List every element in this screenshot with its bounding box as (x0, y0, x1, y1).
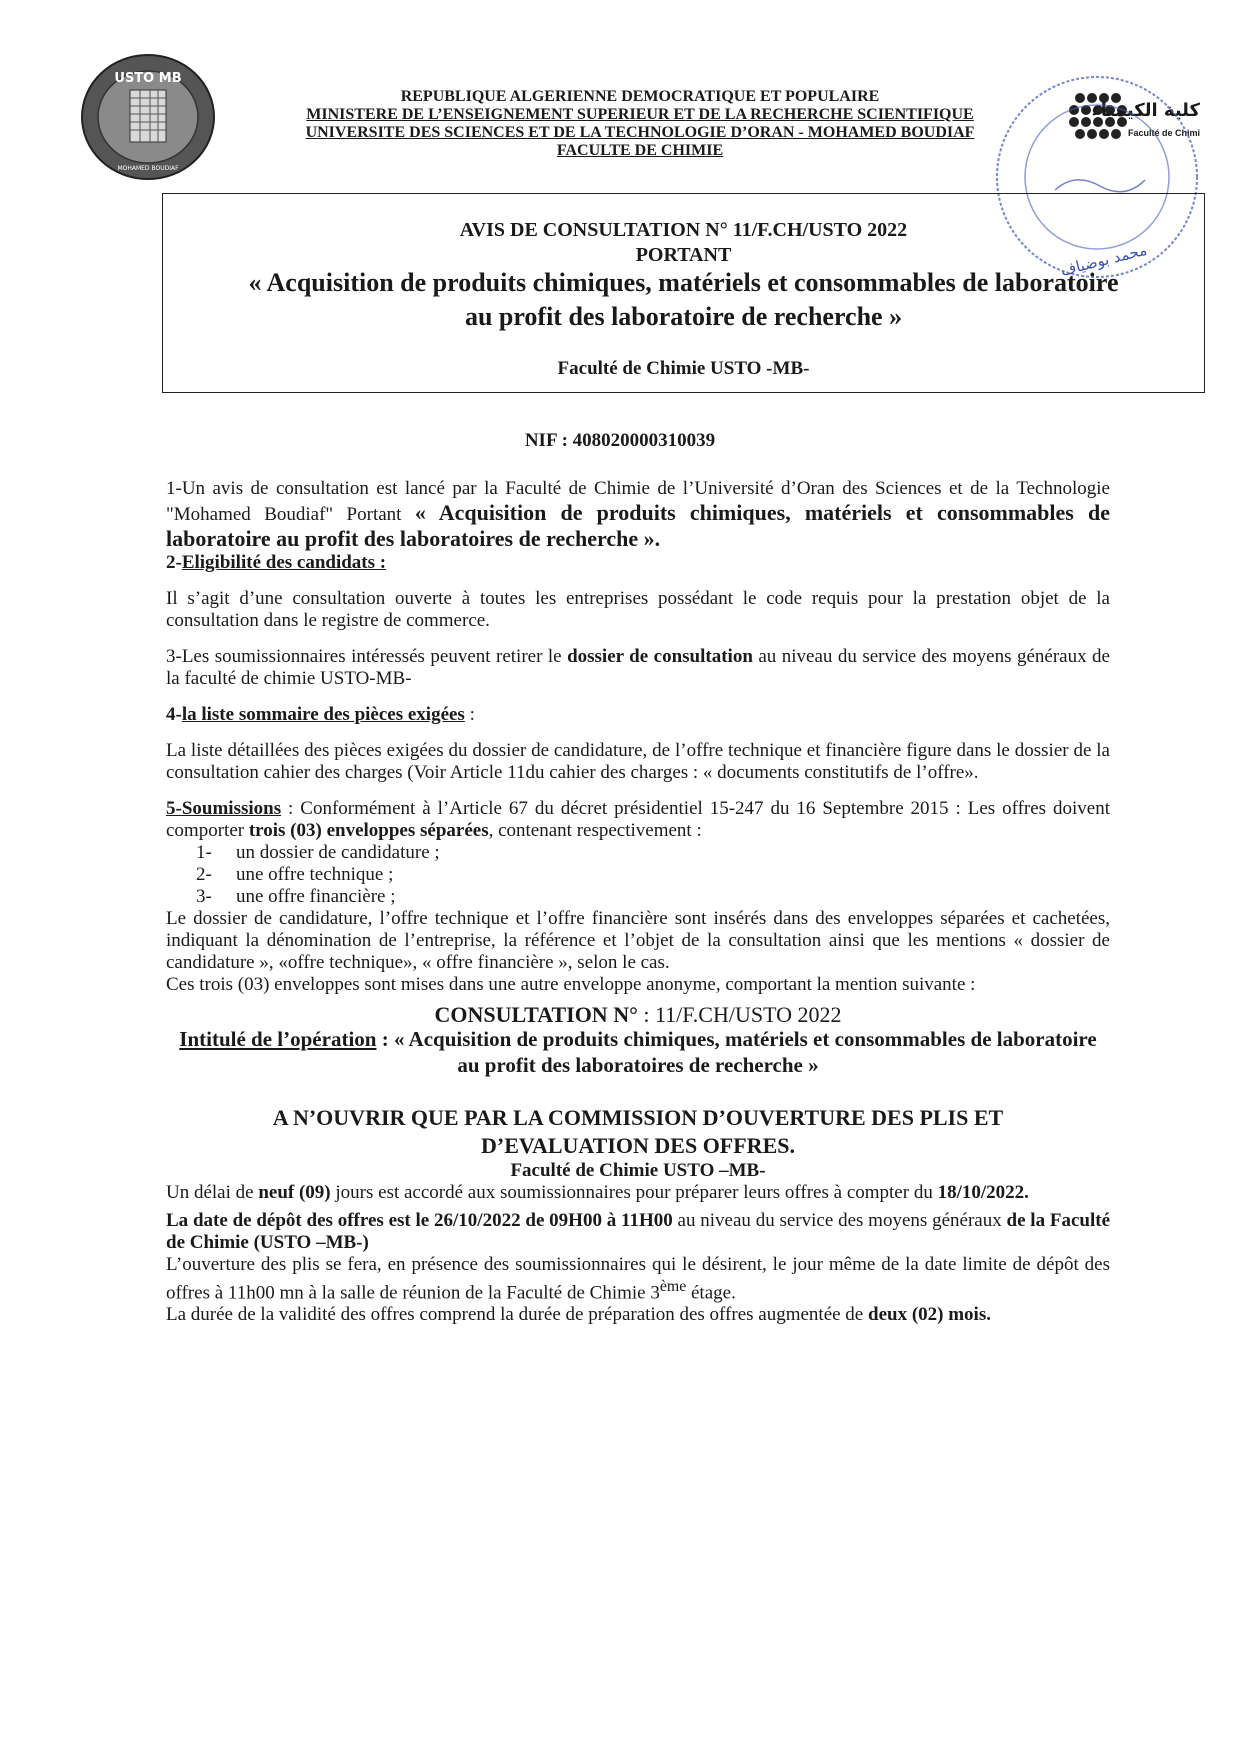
faculty-logo-arabic: كلية الكيمياء (1091, 100, 1200, 121)
faculty-logo-latin: Faculté de Chimi (1127, 128, 1200, 138)
delai-paragraph: Un délai de neuf (09) jours est accordé aux soumissionnaires pour préparer leurs offres à compter du 18/10/2022. (166, 1182, 1029, 1203)
depot-paragraph: La date de dépôt des offres est le 26/10/2022 de 09H00 à 11H00 au niveau du service des moyens généraux de la Faculté de Chimie (USTO –MB-) (166, 1210, 1110, 1253)
svg-text:MOHAMED BOUDIAF: MOHAMED BOUDIAF (117, 165, 179, 172)
header-ministere: MINISTERE DE L’ENSEIGNEMENT SUPERIEUR ET DE LA RECHERCHE SCIENTIFIQUE (306, 106, 974, 123)
subject-line-2: au profit des laboratoire de recherche » (464, 302, 903, 331)
usto-logo (78, 52, 218, 182)
envelope-intitule: Intitulé de l’opération : « Acquisition de produits chimiques, matériels et consommables de laboratoire au profit des laboratoires de recherche » (179, 1027, 1097, 1077)
title-box-faculty: Faculté de Chimie USTO -MB- (557, 358, 810, 379)
document-body (166, 478, 1110, 1326)
list-item: 3- une offre financière ; (196, 886, 396, 907)
nif-number: NIF : 408020000310039 (524, 430, 716, 451)
envelope-list (166, 842, 1110, 908)
header-universite: UNIVERSITE DES SCIENCES ET DE LA TECHNOLOGIE D’ORAN - MOHAMED BOUDIAF (305, 124, 975, 141)
do-not-open-notice: A N’OUVRIR QUE PAR LA COMMISSION D’OUVERTURE DES PLIS ET D’EVALUATION DES OFFRES. (272, 1105, 1004, 1158)
section-4-text: La liste détaillées des pièces exigées du dossier de candidature, de l’offre technique et financière figure dans le dossier de la consultation cahier des charges (Voir Article 11du cahier des charges : « documents constitutifs de l’offre». (166, 740, 1110, 783)
section-2-text: Il s’agit d’une consultation ouverte à toutes les entreprises possédant le code requis pour la prestation objet de la consultation dans le registre de commerce. (166, 588, 1110, 631)
section-1: 1-Un avis de consultation est lancé par la Faculté de Chimie de l’Université d’Oran des Sciences et de la Technologie "Mohamed Boudiaf" Portant « Acquisition de produits chimiques, matériels et consommables de laboratoire au profit des laboratoires de recherche ». (166, 478, 1110, 551)
list-item: 2- une offre technique ; (196, 864, 394, 885)
svg-text:محمد بوضياف: محمد بوضياف (1058, 240, 1149, 280)
list-item: 1- un dossier de candidature ; (196, 842, 440, 863)
letterhead (250, 88, 1030, 160)
envelope-faculty: Faculté de Chimie USTO –MB- (510, 1160, 766, 1181)
section-5-anonymous: Ces trois (03) enveloppes sont mises dans une autre enveloppe anonyme, comportant la mention suivante : (166, 974, 976, 995)
header-republique: REPUBLIQUE ALGERIENNE DEMOCRATIQUE ET POPULAIRE (400, 88, 880, 105)
section-5: 5-Soumissions : Conformément à l’Article 67 du décret présidentiel 15-247 du 16 Septembre 2015 : Les offres doivent comporter trois (03) enveloppes séparées, contenant respectivement : (166, 798, 1110, 841)
section-4-heading: 4-la liste sommaire des pièces exigées : (166, 704, 475, 725)
section-5-envelopes: Le dossier de candidature, l’offre technique et l’offre financière sont insérés dans des enveloppes séparées et cachetées, indiquant la dénomination de l’entreprise, la référence et l’objet de la consultation ainsi que les mentions « dossier de candidature », «offre technique», « offre financière », selon le cas. (166, 908, 1110, 973)
consultation-subject (163, 266, 1204, 334)
envelope-consultation-number: CONSULTATION N° : 11/F.CH/USTO 2022 (434, 1002, 842, 1027)
svg-text:USTO MB: USTO MB (114, 71, 182, 86)
ouverture-paragraph: L’ouverture des plis se fera, en présence des soumissionnaires qui le désirent, le jour même de la date limite de dépôt des offres à 11h00 mn à la salle de réunion de la Faculté de Chimie 3ème étage. (166, 1254, 1110, 1304)
header-faculte: FACULTE DE CHIMIE (556, 142, 724, 159)
section-2-heading: 2-Eligibilité des candidats : (166, 552, 387, 573)
portant-label: PORTANT (635, 244, 732, 266)
title-box (162, 193, 1205, 393)
section-3: 3-Les soumissionnaires intéressés peuvent retirer le dossier de consultation au niveau du service des moyens généraux de la faculté de chimie USTO-MB- (166, 646, 1110, 689)
consultation-number-title: AVIS DE CONSULTATION N° 11/F.CH/USTO 2022 (459, 219, 908, 241)
validite-paragraph: La durée de la validité des offres comprend la durée de préparation des offres augmentée de deux (02) mois. (166, 1304, 991, 1326)
subject-line-1: « Acquisition de produits chimiques, matériels et consommables de laboratoire (248, 268, 1119, 297)
